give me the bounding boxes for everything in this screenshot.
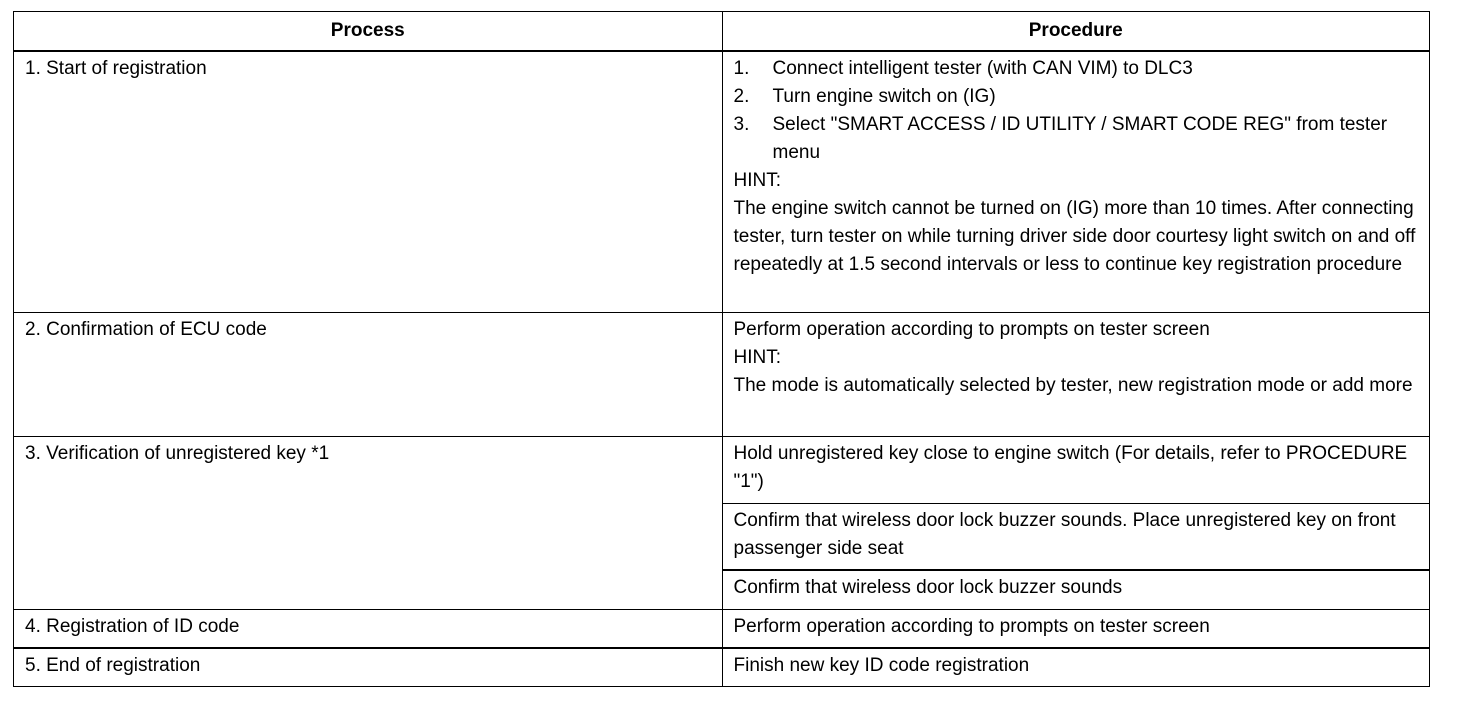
process-text: 1. Start of registration: [25, 58, 207, 79]
process-text: 2. Confirmation of ECU code: [25, 318, 267, 340]
process-cell: [14, 609, 723, 648]
header-procedure: Procedure: [722, 12, 1430, 52]
procedure-content: [723, 52, 1430, 283]
table-row: [14, 312, 1430, 436]
process-text: 4. Registration of ID code: [25, 615, 240, 637]
procedure-cell: [722, 570, 1430, 609]
procedure-cell: [722, 609, 1430, 648]
step-list: [734, 55, 1420, 167]
table-row: [14, 609, 1430, 648]
procedure-text: Confirm that wireless door lock buzzer sounds. Place unregistered key on front passenger side seat: [733, 509, 1396, 559]
step-item: [734, 55, 1420, 83]
procedure-text: Perform operation according to prompts on tester screen: [733, 318, 1210, 340]
table-row: [14, 436, 1430, 503]
step-text: Select "SMART ACCESS / ID UTILITY / SMART CODE REG" from tester menu: [772, 114, 1388, 163]
process-cell: [14, 312, 723, 436]
hint-label: HINT:: [733, 346, 781, 368]
procedure-cell: [722, 648, 1430, 686]
process-cell: [14, 436, 723, 609]
procedure-text: Hold unregistered key close to engine switch (For details, refer to PROCEDURE "1"): [733, 442, 1408, 492]
step-number: 3.: [733, 114, 750, 135]
step-number: 2.: [733, 86, 750, 107]
procedure-text: Confirm that wireless door lock buzzer sounds: [733, 577, 1123, 598]
procedure-text: Finish new key ID code registration: [733, 655, 1030, 676]
hint-label: HINT:: [733, 170, 781, 191]
procedure-text: Perform operation according to prompts on tester screen: [733, 615, 1210, 637]
table-row: [14, 51, 1430, 312]
hint-text: The mode is automatically selected by tester, new registration mode or add more: [733, 374, 1413, 396]
step-text: Turn engine switch on (IG): [772, 86, 996, 107]
step-text: Connect intelligent tester (with CAN VIM) to DLC3: [772, 58, 1193, 79]
step-item: [734, 83, 1420, 111]
process-text: 5. End of registration: [25, 655, 201, 676]
table-row: [14, 648, 1430, 686]
procedure-cell: [722, 503, 1430, 570]
procedure-content: [723, 313, 1430, 404]
hint-text: The engine switch cannot be turned on (IG) more than 10 times. After connecting tester, turn tester on while turning driver side door courtesy light switch on and off repeatedly at 1.5 second intervals or less to continue key registration procedure: [733, 198, 1416, 275]
process-text: 3. Verification of unregistered key *1: [25, 442, 330, 464]
header-row: [14, 12, 1430, 52]
procedure-cell: [722, 436, 1430, 503]
process-cell: [14, 51, 723, 312]
step-item: [734, 111, 1420, 167]
procedure-cell: [722, 51, 1430, 312]
registration-table: [13, 11, 1430, 687]
header-process: Process: [14, 12, 723, 52]
step-number: 1.: [733, 58, 750, 79]
process-cell: [14, 648, 723, 686]
procedure-cell: [722, 312, 1430, 436]
